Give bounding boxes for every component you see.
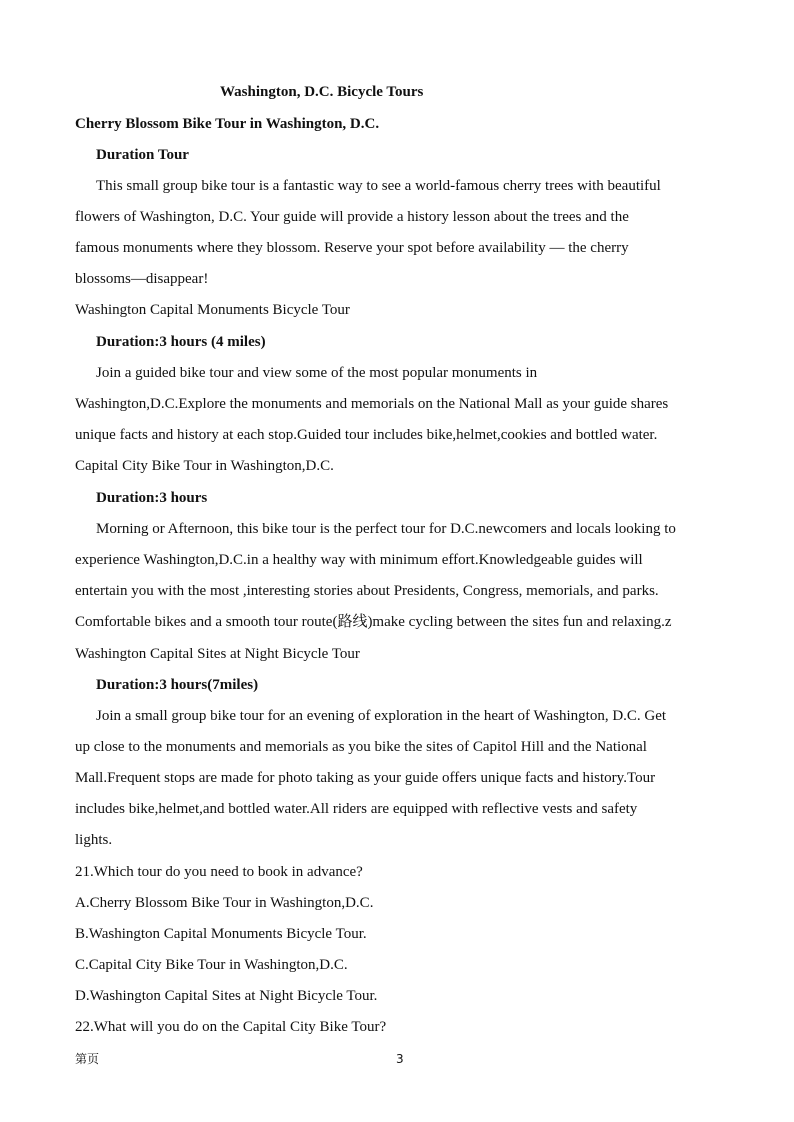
answer-option-d: D.Washington Capital Sites at Night Bicycle Tour.: [75, 988, 378, 1004]
tour-name-night-sites: Washington Capital Sites at Night Bicycle Tour: [75, 646, 360, 662]
tour-description-line: Morning or Afternoon, this bike tour is the perfect tour for D.C.newcomers and locals looking to: [96, 521, 676, 537]
tour-description-line: up close to the monuments and memorials as you bike the sites of Capitol Hill and the National: [75, 739, 647, 755]
tour-name-cherry-blossom: Cherry Blossom Bike Tour in Washington, D.C.: [75, 116, 380, 132]
tour-description-line: flowers of Washington, D.C. Your guide will provide a history lesson about the trees and the: [75, 209, 629, 225]
tour-description-line: famous monuments where they blossom. Reserve your spot before availability — the cherry: [75, 240, 629, 256]
question-stem-22: 22.What will you do on the Capital City Bike Tour?: [75, 1019, 387, 1035]
document-title: Washington, D.C. Bicycle Tours: [220, 84, 424, 100]
tour-duration: Duration:3 hours (4 miles): [96, 334, 266, 350]
footer-page-number: 3: [396, 1052, 404, 1066]
tour-duration: Duration Tour: [96, 147, 189, 163]
tour-description-line: Join a small group bike tour for an evening of exploration in the heart of Washington, D.C. Get: [96, 708, 667, 724]
answer-option-b: B.Washington Capital Monuments Bicycle Tour.: [75, 926, 367, 942]
tour-description-line: lights.: [75, 832, 113, 848]
question-stem-21: 21.Which tour do you need to book in advance?: [75, 864, 363, 880]
tour-name-capital-monuments: Washington Capital Monuments Bicycle Tour: [75, 302, 350, 318]
tour-description-line: This small group bike tour is a fantastic way to see a world-famous cherry trees with beautiful: [96, 178, 661, 194]
tour-duration: Duration:3 hours(7miles): [96, 677, 259, 693]
footer-page-label: 第页: [75, 1052, 100, 1066]
tour-description-line: entertain you with the most ,interesting stories about Presidents, Congress, memorials, and parks.: [75, 583, 659, 599]
tour-name-capital-city: Capital City Bike Tour in Washington,D.C.: [75, 458, 334, 474]
tour-description-line: unique facts and history at each stop.Guided tour includes bike,helmet,cookies and bottled water.: [75, 427, 658, 443]
tour-description-line: experience Washington,D.C.in a healthy way with minimum effort.Knowledgeable guides will: [75, 552, 643, 568]
tour-description-line: blossoms—disappear!: [75, 271, 209, 287]
tour-description-line: includes bike,helmet,and bottled water.All riders are equipped with reflective vests and safety: [75, 801, 638, 817]
tour-description-line: Mall.Frequent stops are made for photo taking as your guide offers unique facts and history.Tour: [75, 770, 656, 786]
tour-duration: Duration:3 hours: [96, 490, 208, 506]
tour-description-line: Comfortable bikes and a smooth tour route(路线)make cycling between the sites fun and relaxing.z: [75, 614, 672, 630]
answer-option-a: A.Cherry Blossom Bike Tour in Washington,D.C.: [75, 895, 374, 911]
tour-description-line: Washington,D.C.Explore the monuments and memorials on the National Mall as your guide shares: [75, 396, 669, 412]
answer-option-c: C.Capital City Bike Tour in Washington,D.C.: [75, 957, 348, 973]
tour-description-line: Join a guided bike tour and view some of the most popular monuments in: [96, 365, 538, 381]
